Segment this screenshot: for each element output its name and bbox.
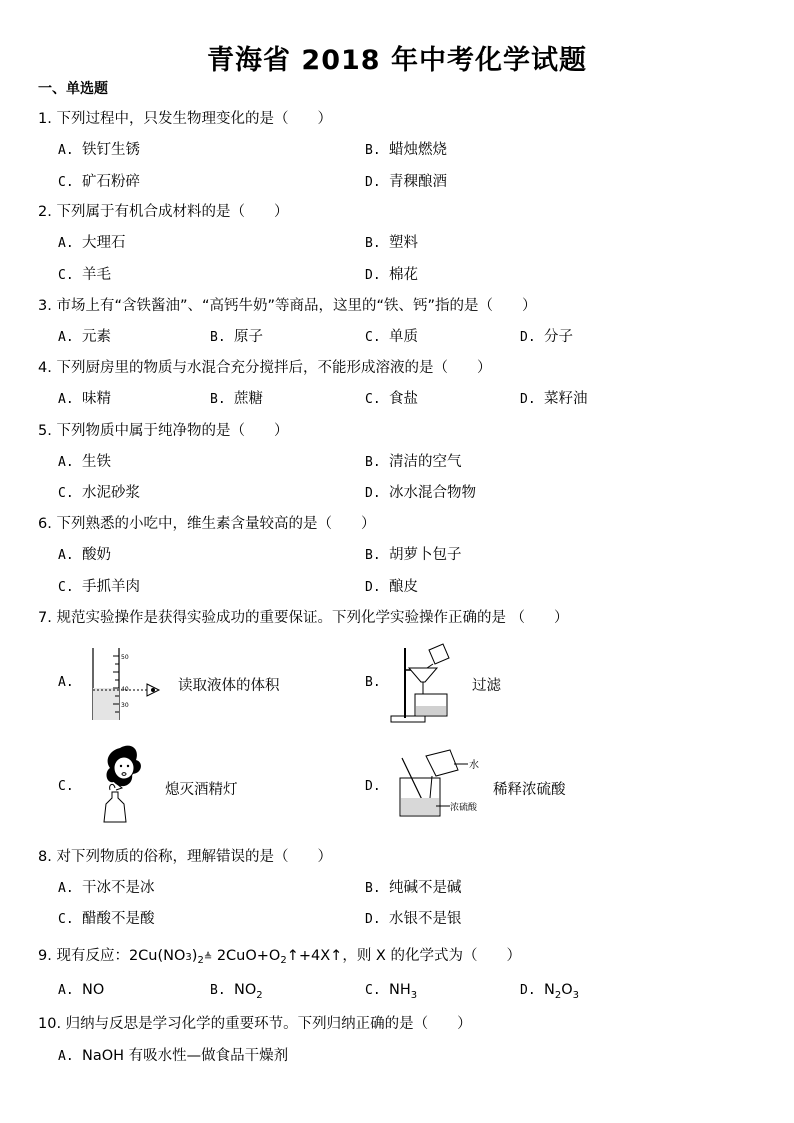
question-3-stem: 3. 市场上有“含铁酱油”、“高钙牛奶”等商品，这里的“铁、钙”指的是（ ）	[38, 298, 537, 314]
acid-label: 浓硫酸	[450, 803, 478, 813]
q5-option-b[interactable]	[365, 450, 462, 471]
option-text: 纯碱不是碱	[389, 880, 462, 896]
stem-text: 9. 现有反应：2Cu(NO	[38, 948, 186, 964]
option-letter: A.	[58, 548, 74, 563]
heat-symbol: ≜	[203, 952, 213, 963]
tick-label: 40	[121, 686, 129, 693]
q9-option-c[interactable]	[365, 982, 417, 1001]
q8-option-c[interactable]	[58, 907, 155, 928]
option-text: 清洁的空气	[389, 454, 462, 470]
option-text: 塑料	[389, 235, 418, 251]
option-letter: C.	[365, 983, 381, 998]
q6-option-a[interactable]	[58, 543, 111, 564]
option-text: 醋酸不是酸	[82, 911, 155, 927]
option-text: 铁钉生锈	[82, 142, 140, 158]
tick-label: 50	[121, 654, 129, 661]
option-text: 原子	[234, 329, 263, 345]
option-letter: C.	[58, 175, 74, 190]
q1-option-a[interactable]	[58, 138, 140, 159]
option-letter: A.	[58, 330, 74, 345]
q4-option-a[interactable]	[58, 387, 111, 408]
option-letter: A.	[58, 143, 74, 158]
option-letter: C.	[58, 912, 74, 927]
question-8-stem: 8. 对下列物质的俗称，理解错误的是（ ）	[38, 849, 332, 865]
option-letter: D.	[365, 580, 381, 595]
q5-option-d[interactable]	[365, 481, 476, 502]
option-text: 羊毛	[82, 267, 111, 283]
option-text: 酸奶	[82, 547, 111, 563]
q3-option-c[interactable]	[365, 325, 418, 346]
filtration-figure	[385, 640, 455, 724]
tick-label: 30	[121, 702, 129, 709]
option-text: 棉花	[389, 267, 418, 283]
option-text: 矿石粉碎	[82, 174, 140, 190]
q7-option-c[interactable]	[58, 778, 82, 794]
q6-option-c[interactable]	[58, 575, 140, 596]
option-text: 干冰不是冰	[82, 880, 155, 896]
option-letter: D.	[365, 912, 381, 927]
q2-option-a[interactable]	[58, 231, 126, 252]
option-letter: B.	[365, 881, 381, 896]
option-text: N	[544, 982, 555, 998]
diluting-acid-figure	[396, 748, 488, 820]
option-letter: A.	[58, 236, 74, 251]
option-text: 食盐	[389, 391, 418, 407]
q2-option-c[interactable]	[58, 263, 111, 284]
q6-option-d[interactable]	[365, 575, 418, 596]
subscript: 2	[280, 955, 287, 966]
subscript: 3	[572, 989, 580, 1001]
question-1-stem: 1. 下列过程中，只发生物理变化的是（ ）	[38, 111, 332, 127]
option-text: 大理石	[82, 235, 126, 251]
q3-option-d[interactable]	[520, 325, 573, 346]
q8-option-d[interactable]	[365, 907, 462, 928]
q5-option-c[interactable]	[58, 481, 140, 502]
option-letter: B.	[365, 675, 381, 690]
option-letter: C.	[58, 486, 74, 501]
stem-text: )	[191, 948, 198, 964]
option-text: 青稞酿酒	[389, 174, 447, 190]
q9-option-b[interactable]	[210, 982, 263, 1001]
q8-option-a[interactable]	[58, 876, 155, 897]
subscript: 2	[554, 989, 562, 1001]
q6-option-b[interactable]	[365, 543, 462, 564]
stem-text: 2CuO+O	[212, 948, 281, 964]
option-letter: B.	[365, 143, 381, 158]
q7-d-caption: 稀释浓硫酸	[493, 782, 566, 798]
option-letter: D.	[520, 392, 536, 407]
option-letter: C.	[58, 580, 74, 595]
q7-b-caption: 过滤	[472, 678, 501, 694]
option-letter: C.	[365, 392, 381, 407]
subscript: 3	[410, 989, 418, 1001]
option-letter: D.	[365, 175, 381, 190]
option-text: 菜籽油	[544, 391, 588, 407]
q1-option-d[interactable]	[365, 170, 447, 191]
blowing-out-lamp-figure	[92, 742, 156, 828]
option-letter: A.	[58, 881, 74, 896]
q1-option-b[interactable]	[365, 138, 447, 159]
q7-a-caption: 读取液体的体积	[178, 678, 280, 694]
option-letter: B.	[210, 330, 226, 345]
q9-option-a[interactable]	[58, 982, 104, 998]
q7-c-caption: 熄灭酒精灯	[165, 782, 238, 798]
option-text: 胡萝卜包子	[389, 547, 462, 563]
option-letter: B.	[210, 983, 226, 998]
option-text: 生铁	[82, 454, 111, 470]
question-2-stem: 2. 下列属于有机合成材料的是（ ）	[38, 204, 289, 220]
q2-option-b[interactable]	[365, 231, 418, 252]
option-text: NH	[389, 982, 411, 998]
option-text: 水银不是银	[389, 911, 462, 927]
q8-option-b[interactable]	[365, 876, 462, 897]
option-text: 单质	[389, 329, 418, 345]
q1-option-c[interactable]	[58, 170, 140, 191]
option-text: 蜡烛燃烧	[389, 142, 447, 158]
section-heading: 一、单选题	[38, 81, 108, 97]
option-text: 分子	[544, 329, 573, 345]
graduated-cylinder-figure	[85, 646, 165, 722]
q3-option-b[interactable]	[210, 325, 263, 346]
option-text: NO	[82, 982, 105, 998]
q4-option-d[interactable]	[520, 387, 588, 408]
stem-text: ↑+4X↑	[286, 948, 343, 964]
question-10-stem: 10. 归纳与反思是学习化学的重要环节。下列归纳正确的是（ ）	[38, 1016, 472, 1032]
option-letter: C.	[58, 268, 74, 283]
option-letter: B.	[210, 392, 226, 407]
option-text: 手抓羊肉	[82, 579, 140, 595]
option-letter: B.	[365, 236, 381, 251]
question-9-stem	[38, 944, 521, 965]
question-6-stem: 6. 下列熟悉的小吃中，维生素含量较高的是（ ）	[38, 516, 376, 532]
option-letter: D.	[520, 983, 536, 998]
option-text: 酿皮	[389, 579, 418, 595]
option-letter: D.	[365, 486, 381, 501]
option-text: 味精	[82, 391, 111, 407]
q7-option-d[interactable]	[365, 778, 389, 794]
q4-option-b[interactable]	[210, 387, 263, 408]
option-text: 冰水混合物物	[389, 485, 476, 501]
option-letter: B.	[365, 548, 381, 563]
q3-option-a[interactable]	[58, 325, 111, 346]
option-text: O	[561, 982, 573, 998]
q7-option-a[interactable]	[58, 674, 82, 690]
question-7-stem: 7. 规范实验操作是获得实验成功的重要保证。下列化学实验操作正确的是 （ ）	[38, 610, 569, 626]
subscript: 2	[256, 989, 263, 1001]
q5-option-a[interactable]	[58, 450, 111, 471]
option-letter: D.	[520, 330, 536, 345]
stem-text: ，则 X 的化学式为（ ）	[342, 948, 521, 964]
question-5-stem: 5. 下列物质中属于纯净物的是（ ）	[38, 423, 289, 439]
option-letter: C.	[365, 330, 381, 345]
option-letter: A.	[58, 1049, 74, 1064]
q10-option-a[interactable]	[58, 1044, 288, 1065]
option-text: NaOH 有吸水性—做食品干燥剂	[82, 1048, 289, 1064]
q9-option-d[interactable]	[520, 982, 579, 1001]
option-text: 水泥砂浆	[82, 485, 140, 501]
water-label: 水	[469, 760, 479, 771]
option-letter: A.	[58, 392, 74, 407]
option-text: NO	[234, 982, 257, 998]
question-4-stem: 4. 下列厨房里的物质与水混合充分搅拌后，不能形成溶液的是（ ）	[38, 360, 492, 376]
page-title: 青海省 2018 年中考化学试题	[207, 45, 587, 76]
option-text: 元素	[82, 329, 111, 345]
q2-option-d[interactable]	[365, 263, 418, 284]
option-letter: B.	[365, 455, 381, 470]
option-letter: A.	[58, 983, 74, 998]
option-letter: D.	[365, 268, 381, 283]
option-letter: C.	[58, 779, 74, 794]
option-text: 蔗糖	[234, 391, 263, 407]
q4-option-c[interactable]	[365, 387, 418, 408]
option-letter: D.	[365, 779, 381, 794]
subscript: 2	[197, 955, 204, 966]
subscript: 3	[185, 952, 192, 963]
option-letter: A.	[58, 455, 74, 470]
option-letter: A.	[58, 675, 74, 690]
